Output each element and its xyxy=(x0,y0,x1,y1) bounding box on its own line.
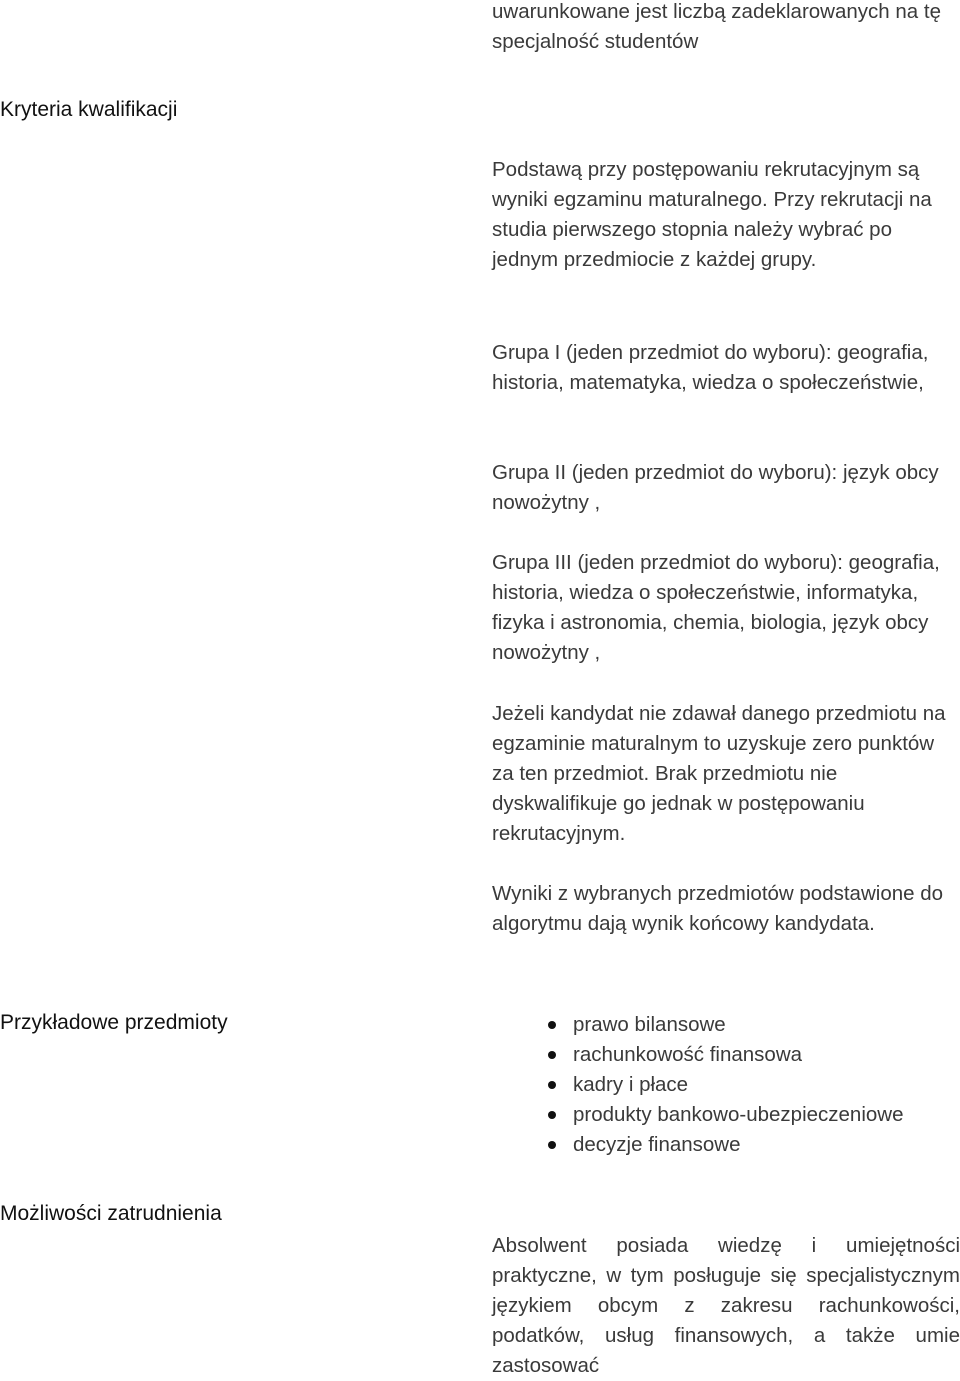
subject-name: kadry i płace xyxy=(573,1073,689,1096)
bullet-icon xyxy=(548,1021,556,1029)
qualification-group-2: Grupa II (jeden przedmiot do wyboru): język obcy nowożytny , xyxy=(492,461,939,514)
subject-name: rachunkowość finansowa xyxy=(573,1043,803,1066)
employment-paragraph: Absolwent posiada wiedzę i umiejętności praktyczne, w tym posługuje się specjalistycznym językiem obcym z zakresu rachunkowości, podatków, usług finansowych, a także umie zastosować xyxy=(492,1234,960,1377)
qualification-paragraph-missing-subject: Jeżeli kandydat nie zdawał danego przedmiotu na egzaminie maturalnym to uzyskuje zero punktów za ten przedmiot. Brak przedmiotu nie dyskwalifikuje go jednak w postępowaniu rekrutacyjnym. xyxy=(492,702,946,845)
qualification-paragraph-results: Wyniki z wybranych przedmiotów podstawione do algorytmu dają wynik końcowy kandydata. xyxy=(492,882,944,935)
qualification-paragraph-basis: Podstawą przy postępowaniu rekrutacyjnym są wyniki egzaminu maturalnego. Przy rekrutacji na studia pierwszego stopnia należy wybrać po jednym przedmiocie z każdej grupy. xyxy=(492,158,932,271)
bullet-icon xyxy=(548,1141,556,1149)
list-item xyxy=(548,1130,903,1160)
list-item xyxy=(548,1070,903,1100)
bullet-icon xyxy=(548,1111,556,1119)
bullet-icon xyxy=(548,1051,556,1059)
qualification-criteria-label: Kryteria kwalifikacji xyxy=(0,98,178,121)
subject-name: prawo bilansowe xyxy=(573,1013,726,1036)
subject-name: produkty bankowo-ubezpieczeniowe xyxy=(573,1103,904,1126)
intro-text: uwarunkowane jest liczbą zadeklarowanych na tę specjalność studentów xyxy=(492,0,941,53)
list-item xyxy=(548,1100,903,1130)
example-subjects-list xyxy=(548,1010,903,1160)
employment-opportunities-label: Możliwości zatrudnienia xyxy=(0,1202,222,1225)
qualification-group-3: Grupa III (jeden przedmiot do wyboru): geografia, historia, wiedza o społeczeństwie, informatyka, fizyka i astronomia, chemia, biologia, język obcy nowożytny , xyxy=(492,551,940,664)
list-item xyxy=(548,1040,903,1070)
example-subjects-label: Przykładowe przedmioty xyxy=(0,1011,228,1034)
qualification-group-1: Grupa I (jeden przedmiot do wyboru): geografia, historia, matematyka, wiedza o społeczeństwie, xyxy=(492,341,929,394)
subject-name: decyzje finansowe xyxy=(573,1133,741,1156)
bullet-icon xyxy=(548,1081,556,1089)
list-item xyxy=(548,1010,903,1040)
